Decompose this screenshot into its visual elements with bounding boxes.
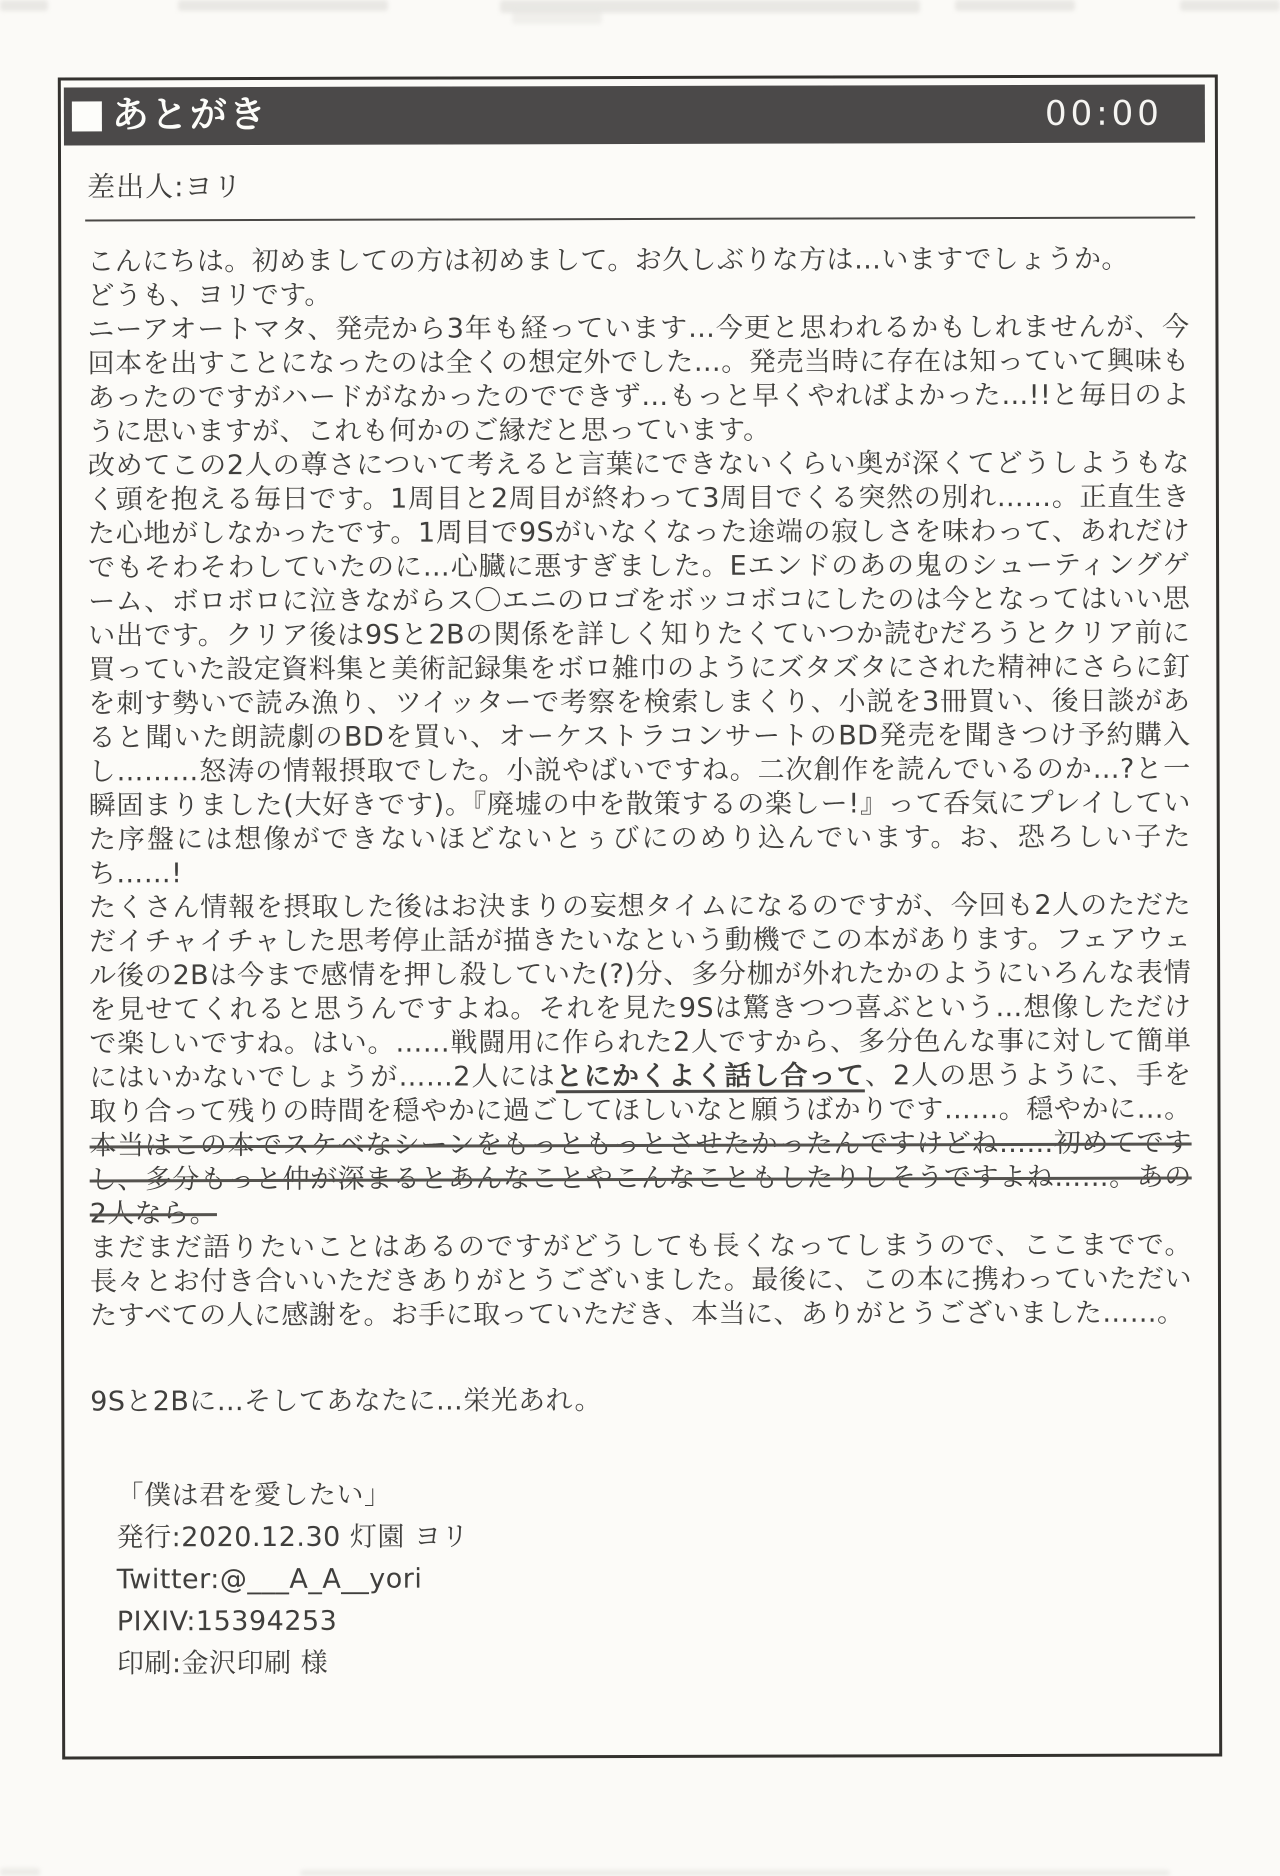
paragraph-wishes xyxy=(89,889,1192,1232)
paragraph-greeting: こんにちは。初めましての方は初めまして。お久しぶりな方は…いますでしょうか。 xyxy=(87,243,1129,278)
scan-artifact xyxy=(300,1870,1170,1876)
divider-line xyxy=(85,217,1195,222)
scan-artifact xyxy=(178,0,388,11)
afterword-body xyxy=(87,243,1193,1686)
scan-artifact xyxy=(512,10,602,24)
scan-artifact xyxy=(0,0,48,11)
afterword-page xyxy=(58,74,1222,1759)
page-title: あとがき xyxy=(111,92,268,136)
paragraph-segment: 、2人の思うように、手を取り合って残りの時間を穏やかに過ごしてほしいなと願うばかりです……。穏やかに…。 xyxy=(89,1059,1192,1128)
book-title: 「僕は君を愛したい」 xyxy=(116,1479,392,1512)
paragraph-salute: 9Sと2Bに…そしてあなたに…栄光あれ。 xyxy=(90,1385,602,1418)
square-bullet-icon xyxy=(72,101,102,131)
paragraph-release: ニーアオートマタ、発売から3年も経っています…今更と思われるかもしれませんが、今回本を出すことになったのは全くの想定外でした…。発売当時に存在は知っていて興味もあったのですがハードがなかったのでできず…もっと早くやればよかった…!!と毎日のように思いますが、これも何かのご縁だと思っています。 xyxy=(87,311,1190,448)
scan-artifact xyxy=(955,0,1075,11)
struck-through-text: 本当はこの本でスケベなシーンをもっともっとさせたかったんですけどね……初めてですし、多分もっと仲が深まるとあんなことやこんなこともしたりしそうですよね……。あの2人なら。 xyxy=(89,1127,1192,1230)
scan-artifact xyxy=(1180,0,1280,11)
paragraph-thanks: まだまだ語りたいことはあるのですがどうしても長くなってしまうので、ここまでで。長々とお付き合いいただきありがとうございました。最後に、この本に携わっていただいたすべての人に感謝を。お手に取っていただき、本当に、ありがとうございました……。 xyxy=(89,1229,1192,1332)
titlebar-title-group xyxy=(72,92,268,137)
twitter-handle: Twitter:@___A_A__yori xyxy=(116,1563,423,1596)
emphasized-text: とにかくよく話し合って xyxy=(555,1060,865,1093)
scan-artifact xyxy=(0,1868,40,1876)
sender-line: 差出人:ヨリ xyxy=(87,170,243,204)
pixiv-id: PIXIV:15394253 xyxy=(116,1605,338,1638)
paragraph-segment: たくさん情報を摂取した後はお決まりの妄想タイムになるのですが、今回も2人のただただイチャイチャした思考停止話が描きたいなという動機でこの本があります。フェアウェル後の2Bは今まで感情を押し殺していた(?)分、多分枷が外れたかのようにいろんな表情を見せてくれると思うんですよね。それを見た9Sは驚きつつ喜ぶという…想像しただけで楽しいですね。はい。……戦闘用に作られた2人ですから、多分色んな事に対して簡単にはいかないでしょうが……2人には xyxy=(88,889,1192,1094)
colophon xyxy=(116,1473,1167,1686)
scan-artifact xyxy=(500,0,920,13)
titlebar xyxy=(64,85,1205,146)
paragraph-playthrough: 改めてこの2人の尊さについて考えると言葉にできないくらい奥が深くてどうしようもなく頭を抱える毎日です。1周目と2周目が終わって3周目でくる突然の別れ……。正直生きた心地がしなかったです。1周目で9Sがいなくなった途端の寂しさを味わって、あれだけでもそわそわしていたのに…心臓に悪すぎました。Eエンドのあの鬼のシューティングゲーム、ボロボロに泣きながらス〇エニのロゴをボッコボコにしたのは今となってはいい思い出です。クリア後は9Sと2Bの関係を詳しく知りたくていつか読むだろうとクリア前に買っていた設定資料集と美術記録集をボロ雑巾のようにズタズタにされた精神にさらに釘を刺す勢いで読み漁り、ツイッターで考察を検索しまくり、小説を3冊買い、後日談があると聞いた朗読劇のBDを買い、オーケストラコンサートのBD発売を聞きつけ予約購入し………怒涛の情報摂取でした。小説やばいですね。二次創作を読んでいるのか…?と一瞬固まりました(大好きです)。『廃墟の中を散策するの楽しー!』って呑気にプレイしていた序盤には想像ができないほどないとぅびにのめり込んでいます。お、恐ろしい子たち……! xyxy=(87,447,1191,890)
paragraph-intro: どうも、ヨリです。 xyxy=(87,279,332,312)
clock-time: 00:00 xyxy=(1044,93,1163,134)
publication-line: 発行:2020.12.30 灯園 ヨリ xyxy=(116,1521,470,1554)
printer-line: 印刷:金沢印刷 様 xyxy=(116,1647,329,1680)
